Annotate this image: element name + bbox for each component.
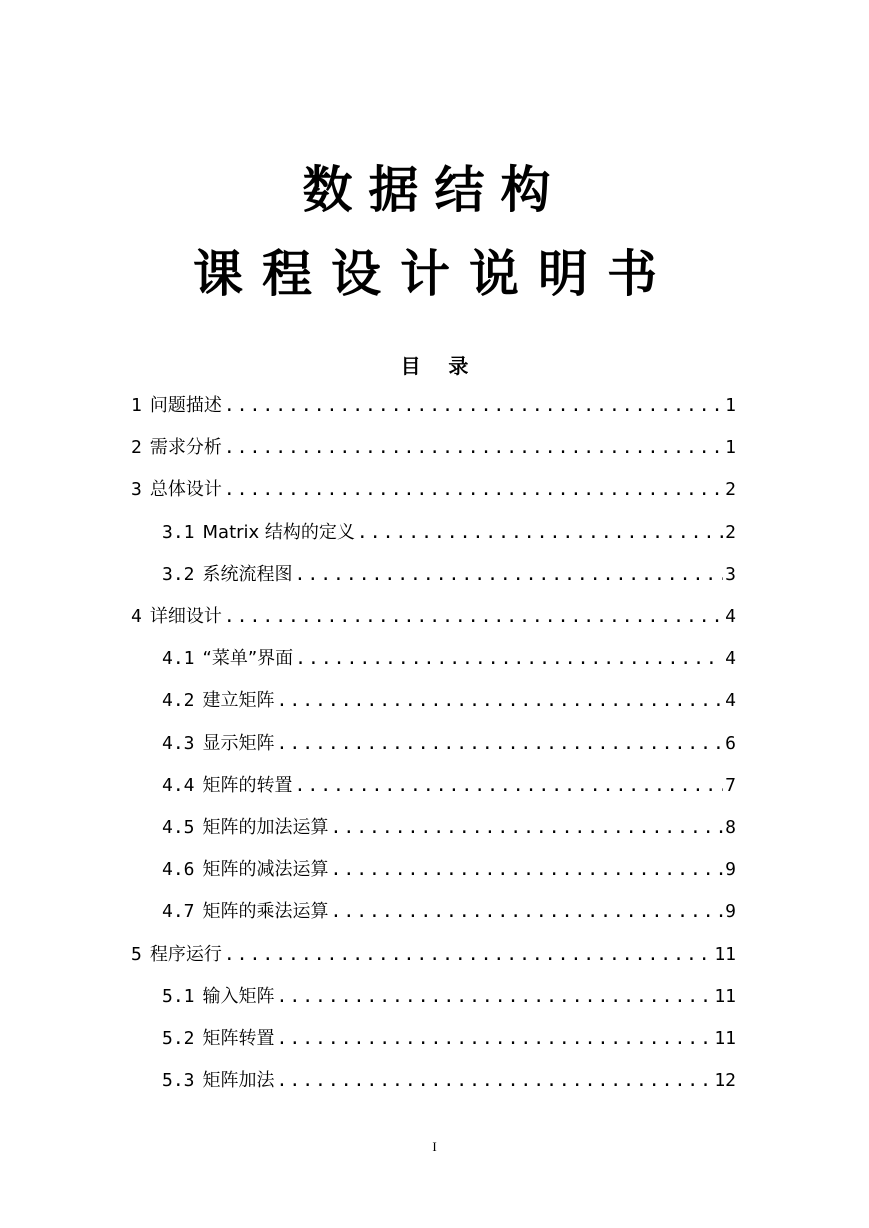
toc-entry-number: 4.1 <box>162 648 195 670</box>
toc-entry-number: 5.3 <box>162 1070 195 1092</box>
toc-dot-leader <box>295 774 724 798</box>
toc-entry[interactable] <box>131 428 736 460</box>
toc-entry[interactable] <box>162 766 736 798</box>
toc-entry-page: 8 <box>725 817 736 838</box>
toc-entry-label: 总体设计 <box>149 479 222 501</box>
toc-entry-page: 7 <box>725 774 736 796</box>
toc-dot-leader <box>224 436 723 460</box>
toc-entry-number: 3.2 <box>162 563 195 585</box>
toc-heading: 目 录 <box>400 354 469 378</box>
toc-entry-label: “菜单”界面 <box>202 648 294 670</box>
toc-entry-label: Matrix 结构的定义 <box>202 521 355 543</box>
toc-entry-number: 4.3 <box>162 732 195 754</box>
toc-entry[interactable] <box>162 977 736 1009</box>
toc-entry-page: 11 <box>714 985 736 1007</box>
toc-entry[interactable] <box>162 724 736 756</box>
toc-entry[interactable] <box>162 513 736 545</box>
toc-dot-leader <box>277 985 713 1009</box>
toc-entry[interactable] <box>162 1019 736 1051</box>
toc-entry-number: 4 <box>131 606 142 627</box>
toc-dot-leader <box>295 647 723 671</box>
toc-dot-leader <box>331 858 724 882</box>
toc-entry-label: 需求分析 <box>149 437 222 459</box>
toc-entry-number: 4.4 <box>162 774 195 796</box>
toc-entry-label: 矩阵的转置 <box>202 774 293 796</box>
toc-entry[interactable] <box>131 597 736 629</box>
toc-entry[interactable] <box>162 892 736 924</box>
toc-entry-number: 4.5 <box>162 817 195 838</box>
toc-entry[interactable] <box>131 386 736 418</box>
toc-entry-page: 4 <box>725 648 736 670</box>
toc-entry-page: 12 <box>714 1070 736 1092</box>
toc-entry-label: 显示矩阵 <box>202 732 275 754</box>
toc-entry[interactable] <box>162 808 736 840</box>
toc-entry-page: 4 <box>725 690 736 712</box>
toc-entry-number: 4.6 <box>162 859 195 881</box>
toc-entry-label: 输入矩阵 <box>202 985 275 1007</box>
toc-entry-page: 4 <box>725 606 736 627</box>
toc-entry-number: 5 <box>131 943 142 965</box>
toc-entry-label: 系统流程图 <box>202 563 293 585</box>
toc-entry[interactable] <box>131 935 736 967</box>
toc-entry-label: 程序运行 <box>149 943 222 965</box>
toc-entry-label: 矩阵的减法运算 <box>202 859 329 881</box>
toc-entry[interactable] <box>162 555 736 587</box>
toc-entry[interactable] <box>162 1061 736 1093</box>
toc-entry-number: 5.2 <box>162 1028 195 1049</box>
toc-entry-page: 9 <box>725 859 736 881</box>
toc-entry-page: 2 <box>725 521 736 543</box>
toc-entry-label: 建立矩阵 <box>202 690 275 712</box>
page-number-footer: I <box>432 1139 437 1154</box>
toc-entry-label: 详细设计 <box>149 606 222 627</box>
toc-entry-number: 4.2 <box>162 690 195 712</box>
toc-entry-number: 4.7 <box>162 901 195 923</box>
toc-dot-leader <box>331 816 724 840</box>
toc-dot-leader <box>224 394 723 418</box>
toc-entry-page: 3 <box>725 563 736 585</box>
toc-entry-number: 3 <box>131 479 142 501</box>
document-title: 数据结构 <box>302 161 567 219</box>
toc-dot-leader <box>295 563 724 587</box>
toc-entry-page: 11 <box>714 1028 736 1049</box>
toc-entry-page: 2 <box>725 479 736 501</box>
toc-entry[interactable] <box>162 850 736 882</box>
toc-entry-page: 11 <box>714 943 736 965</box>
toc-dot-leader <box>357 521 723 545</box>
toc-entry-page: 9 <box>725 901 736 923</box>
toc-entry[interactable] <box>162 639 736 671</box>
document-subtitle: 课程设计说明书 <box>193 245 676 303</box>
toc-entry-page: 1 <box>725 437 736 459</box>
toc-dot-leader <box>277 732 724 756</box>
toc-entry-number: 3.1 <box>162 521 195 543</box>
toc-dot-leader <box>331 900 724 924</box>
toc-dot-leader <box>277 1069 713 1093</box>
toc-entry[interactable] <box>131 470 736 502</box>
toc-entry-label: 矩阵的加法运算 <box>202 817 329 838</box>
toc-entry-label: 矩阵的乘法运算 <box>202 901 329 923</box>
toc-entry-number: 2 <box>131 437 142 459</box>
toc-entry-label: 矩阵转置 <box>202 1028 275 1049</box>
toc-dot-leader <box>277 689 724 713</box>
toc-entry-label: 矩阵加法 <box>202 1070 275 1092</box>
toc-entry-number: 1 <box>131 395 142 416</box>
toc-dot-leader <box>277 1027 713 1051</box>
toc-entry-label: 问题描述 <box>149 395 222 416</box>
toc-entry[interactable] <box>162 681 736 713</box>
toc-entry-page: 1 <box>725 395 736 416</box>
toc-entry-page: 6 <box>725 732 736 754</box>
toc-entry-number: 5.1 <box>162 985 195 1007</box>
toc-dot-leader <box>224 943 712 967</box>
toc-dot-leader <box>224 605 723 629</box>
toc-dot-leader <box>224 478 723 502</box>
